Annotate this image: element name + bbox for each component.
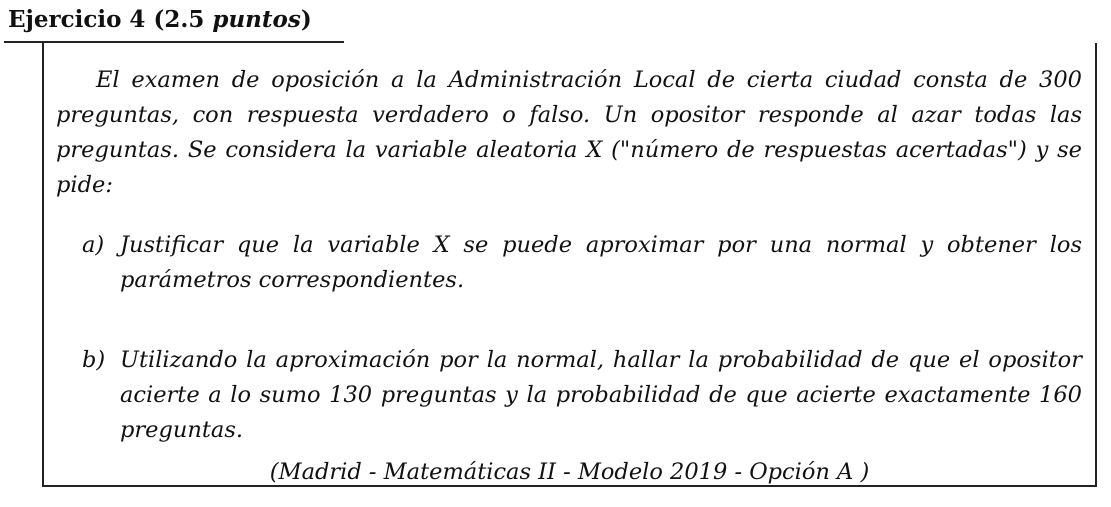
exercise-title-suffix: ) [300,6,312,33]
exercise-title-points: puntos [212,6,301,33]
item-text-b: Utilizando la aproximación por la normal, hallar la probabilidad de que el opositor acierte a lo sumo 130 preguntas y la probabilidad de que acierte exactamente 160 preguntas. [120,347,1082,443]
list-item-b [82,343,1082,448]
exercise-title [8,6,312,37]
exercise-statement: El examen de oposición a la Administración Local de cierta ciudad consta de 300 preguntas, con respuesta verdadero o falso. Un opositor responde al azar todas las preguntas. Se considera la variable aleatoria X ("número de respuestas acertadas") y se pide: [56,67,1082,198]
list-item-a [82,228,1082,298]
exercise-frame [42,43,1097,487]
exercise-title-prefix: Ejercicio 4 (2.5 [8,6,213,33]
exam-source: (Madrid - Matemáticas II - Modelo 2019 - Opción A ) [269,459,870,485]
item-text-a: Justificar que la variable X se puede aproximar por una normal y obtener los parámetros correspondientes. [120,232,1082,293]
item-label-a: a) [82,232,105,258]
item-label-b: b) [82,347,106,373]
